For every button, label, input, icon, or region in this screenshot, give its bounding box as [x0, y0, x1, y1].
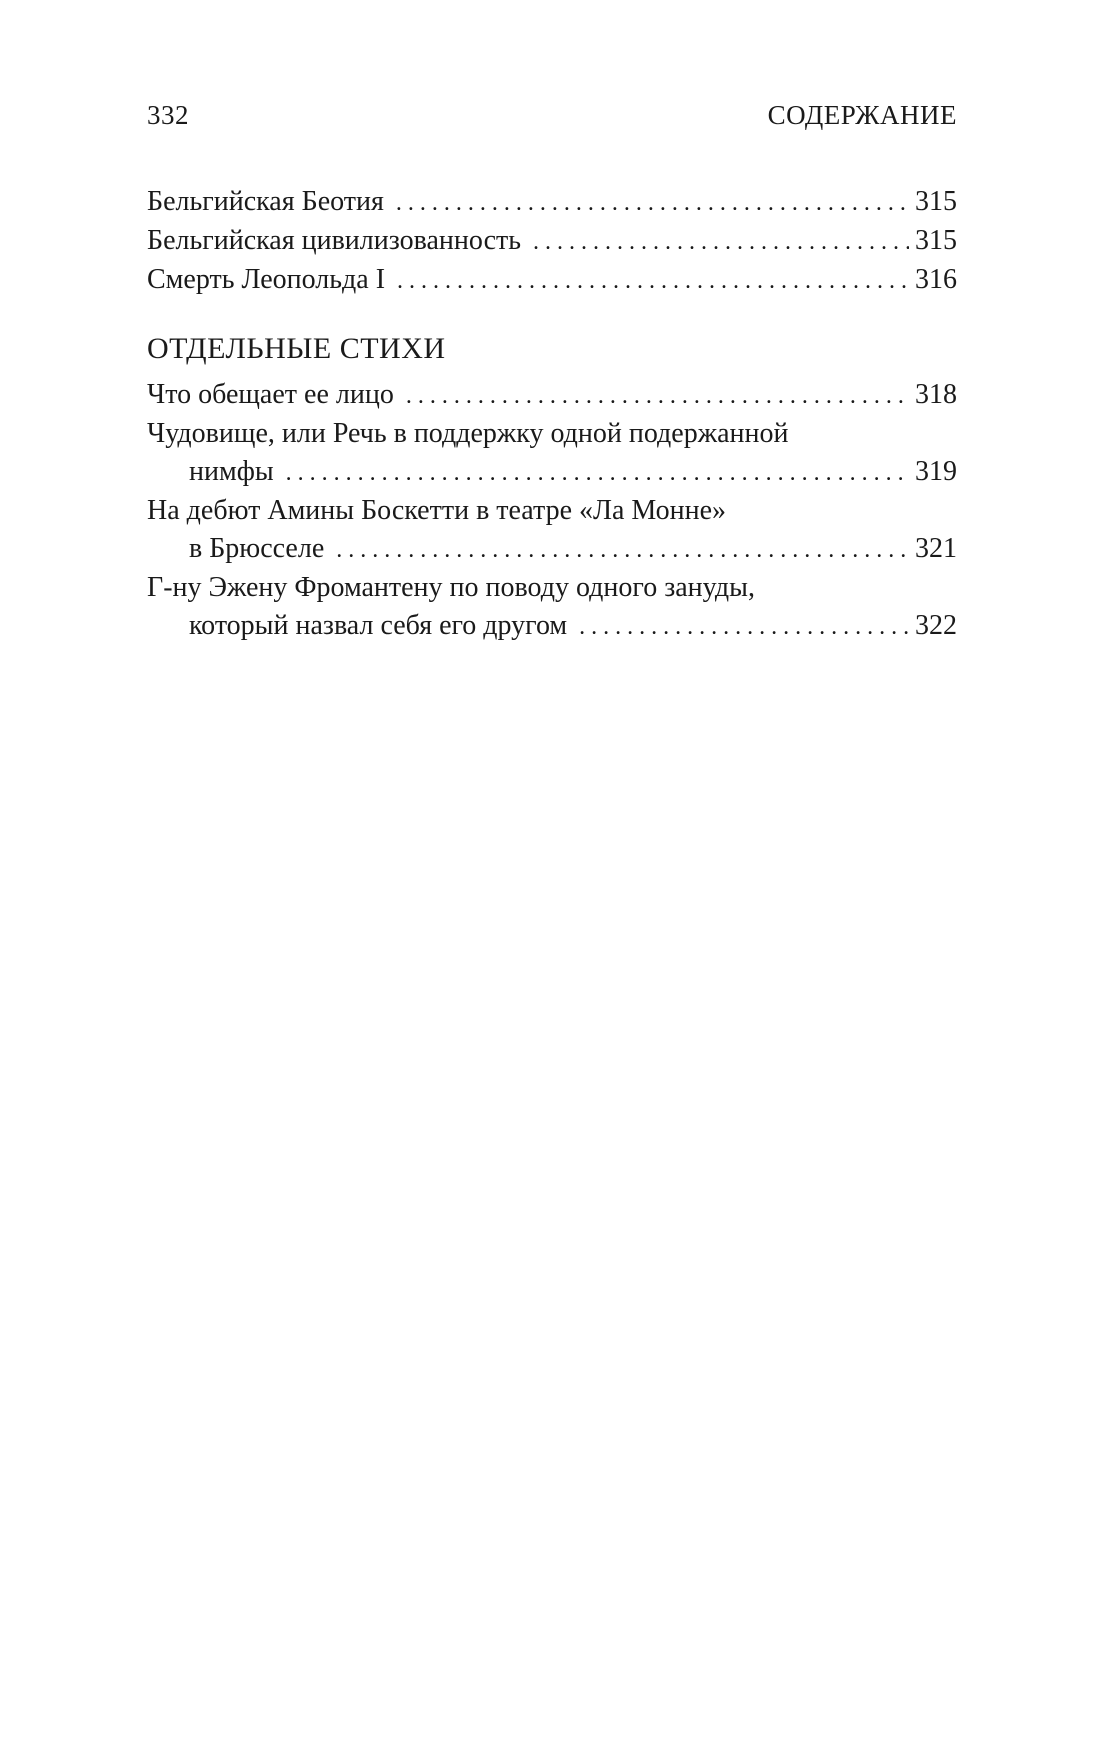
toc-entry-page: 322 — [915, 610, 957, 641]
dot-leader — [406, 376, 909, 415]
toc-entry — [147, 183, 957, 222]
toc-entry-title-line1: Г-ну Эжену Фромантену по поводу одного зануды, — [147, 572, 755, 603]
section-heading: ОТДЕЛЬНЫЕ СТИХИ — [147, 332, 446, 365]
toc-entry — [147, 569, 957, 646]
dot-leader — [286, 453, 909, 492]
running-head — [147, 100, 957, 140]
toc-entry-title-line1: Чудовище, или Речь в поддержку одной подержанной — [147, 418, 789, 449]
table-of-contents — [147, 183, 957, 646]
dot-leader — [336, 530, 909, 569]
toc-entry — [147, 492, 957, 569]
toc-entry-page: 315 — [915, 186, 957, 217]
toc-entry-title-line2: нимфы — [189, 456, 274, 487]
toc-entry-page: 316 — [915, 264, 957, 295]
toc-entry — [147, 261, 957, 300]
toc-entry-page: 315 — [915, 225, 957, 256]
toc-entry-title: Что обещает ее лицо — [147, 379, 394, 410]
dot-leader — [533, 222, 909, 261]
toc-entry-page: 321 — [915, 533, 957, 564]
running-title: СОДЕРЖАНИЕ — [767, 100, 957, 130]
toc-entry-title: Бельгийская цивилизованность — [147, 225, 522, 256]
page-number: 332 — [147, 100, 189, 130]
toc-entry-title: Смерть Леопольда I — [147, 264, 386, 295]
toc-entry-title: Бельгийская Беотия — [147, 186, 384, 217]
dot-leader — [397, 261, 909, 300]
toc-entry — [147, 415, 957, 492]
toc-entry — [147, 222, 957, 261]
toc-entry-title-line1: На дебют Амины Боскетти в театре «Ла Монне» — [147, 495, 727, 526]
dot-leader — [579, 607, 909, 646]
toc-entry-page: 319 — [915, 456, 957, 487]
toc-entry-title-line2: который назвал себя его другом — [189, 610, 568, 641]
dot-leader — [396, 183, 909, 222]
toc-entry-title-line2: в Брюсселе — [189, 533, 325, 564]
toc-entry-page: 318 — [915, 379, 957, 410]
toc-entry — [147, 376, 957, 415]
